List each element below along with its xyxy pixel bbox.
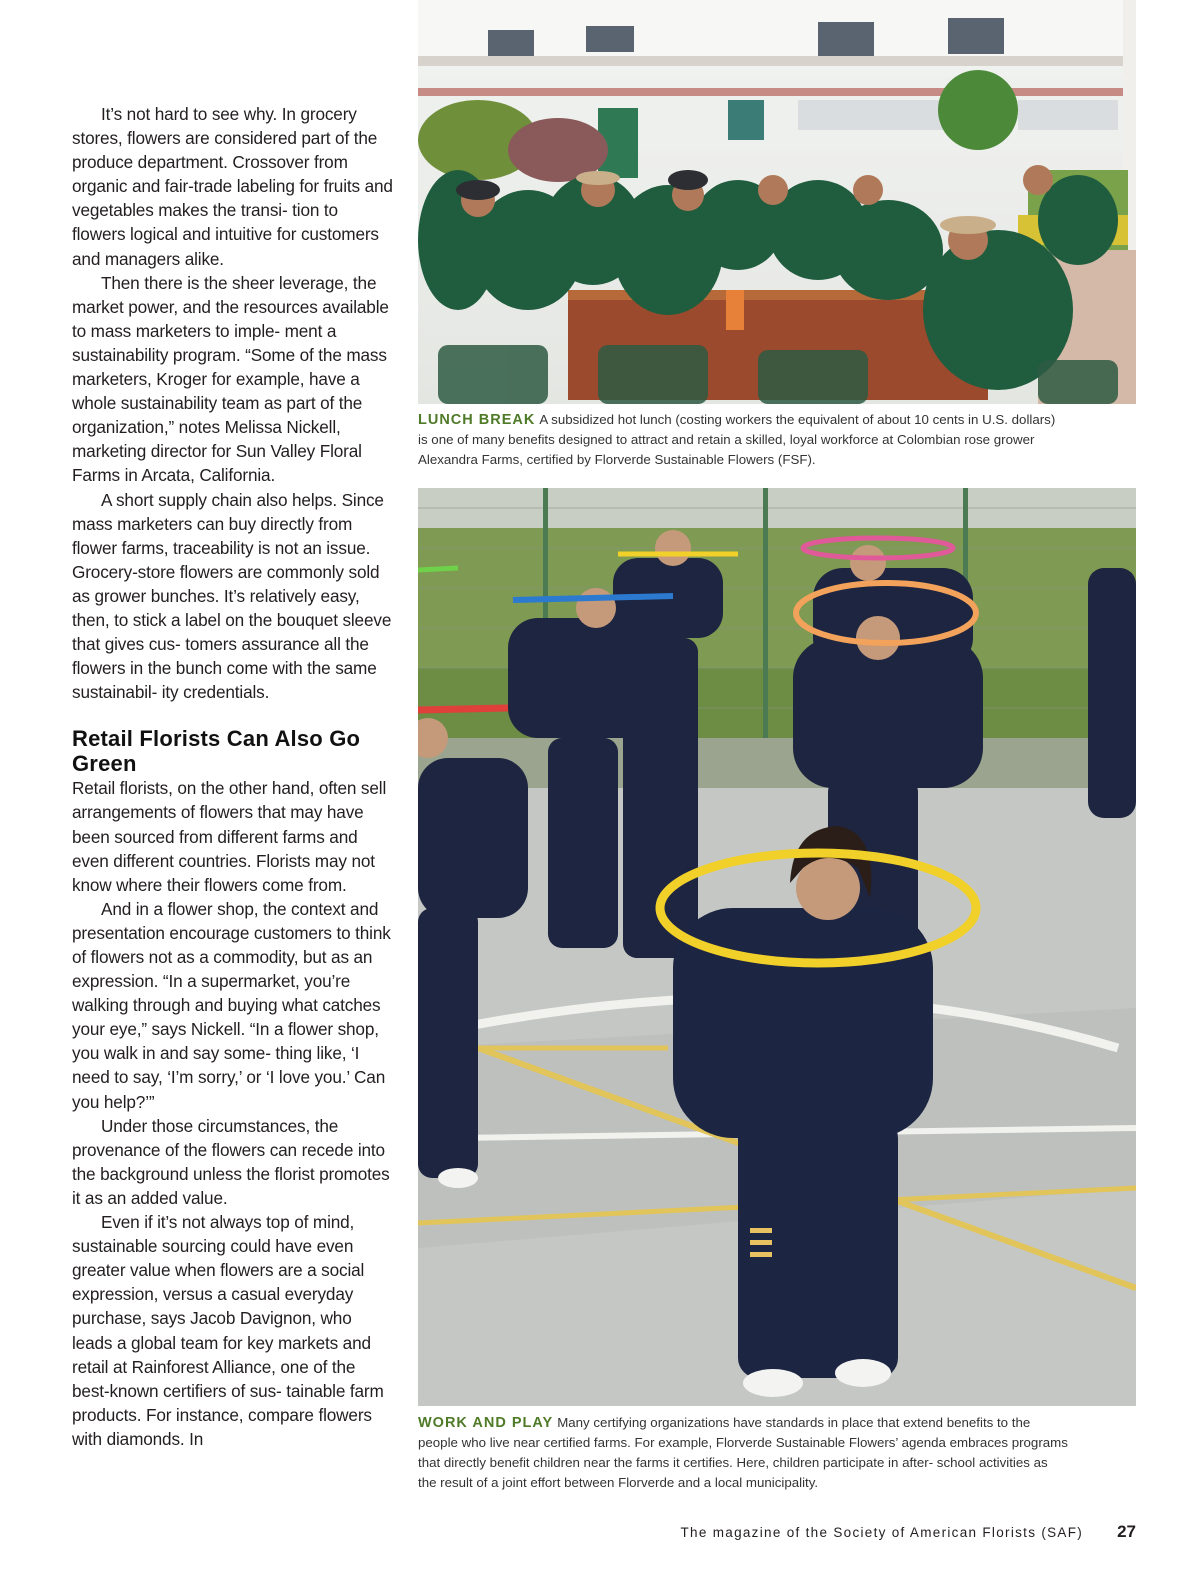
caption-lead: WORK AND PLAY <box>418 1415 554 1431</box>
work-and-play-caption <box>418 1413 1068 1493</box>
article-paragraph: And in a flower shop, the context and presentation encourage customers to think of flowers not as a commodity, but as an expression. “In a supermarket, you’re walking through and buying what catches your eye,” says Nickell. “In a flower shop, you walk in and say some- thing like, ‘I need to say, ‘I’m sorry,’ or ‘I love you.’ Can you help?’” <box>72 898 391 1112</box>
lunch-break-caption <box>418 410 1068 470</box>
article-paragraph: Retail florists, on the other hand, often sell arrangements of flowers that may have been sourced from different farms and even different countries. Florists may not know where their flowers come from. <box>72 778 387 895</box>
article-paragraph: It’s not hard to see why. In grocery stores, flowers are considered part of the produce department. Crossover from organic and fair-trade labeling for fruits and vegetables makes the transi- tion to flowers logical and intuitive for customers and managers alike. <box>72 104 393 269</box>
children-hoops-photo <box>418 488 1136 1406</box>
article-paragraph: Even if it’s not always top of mind, sustainable sourcing could have even greater value when flowers are a social expression, versus a casual everyday purchase, says Jacob Davignon, who leads a global team for key markets and retail at Rainforest Alliance, one of the best-known certifiers of sus- tainable farm products. For instance, compare flowers with diamonds. In <box>72 1212 384 1449</box>
lunch-break-photo <box>418 0 1136 404</box>
article-paragraph: A short supply chain also helps. Since mass marketers can buy directly from flower farms, traceability is not an issue. Grocery-store flowers are commonly sold as grower bunches. It’s relatively easy, then, to stick a label on the bouquet sleeve that gives cus- tomers assurance all the flowers in the bunch come with the same sustainabil- ity credentials. <box>72 489 392 703</box>
article-paragraph: Under those circumstances, the provenance of the flowers can recede into the background unless the florist promotes it as an added value. <box>72 1115 390 1208</box>
section-heading: Retail Florists Can Also Go Green <box>72 726 361 777</box>
magazine-name: The magazine of the Society of American Florists (SAF) <box>680 1525 1084 1540</box>
caption-text: Many certifying organizations have standards in place that extend benefits to the people who live near certified farms. For example, Florverde Sustainable Flowers’ agenda embraces programs that directly benefit children near the farms it certifies. Here, children participate in after- school activities as the result of a joint effort between Florverde and a local municipality. <box>418 1415 1068 1490</box>
page-number: 27 <box>1117 1522 1136 1541</box>
caption-text: A subsidized hot lunch (costing workers the equivalent of about 10 cents in U.S. dollars) is one of many benefits designed to attract and retain a skilled, loyal workforce at Colombian rose grower Alexandra Farms, certified by Florverde Sustainable Flowers (FSF). <box>418 412 1056 467</box>
caption-lead: LUNCH BREAK <box>418 412 536 428</box>
article-paragraph: Then there is the sheer leverage, the market power, and the resources available to mass marketers to imple- ment a sustainability program. “Some of the mass marketers, Kroger for example, have a whole sustainability team as part of the organization,” notes Melissa Nickell, marketing director for Sun Valley Floral Farms in Arcata, California. <box>72 272 389 486</box>
article-column <box>72 102 394 1451</box>
page-footer <box>681 1522 1137 1542</box>
